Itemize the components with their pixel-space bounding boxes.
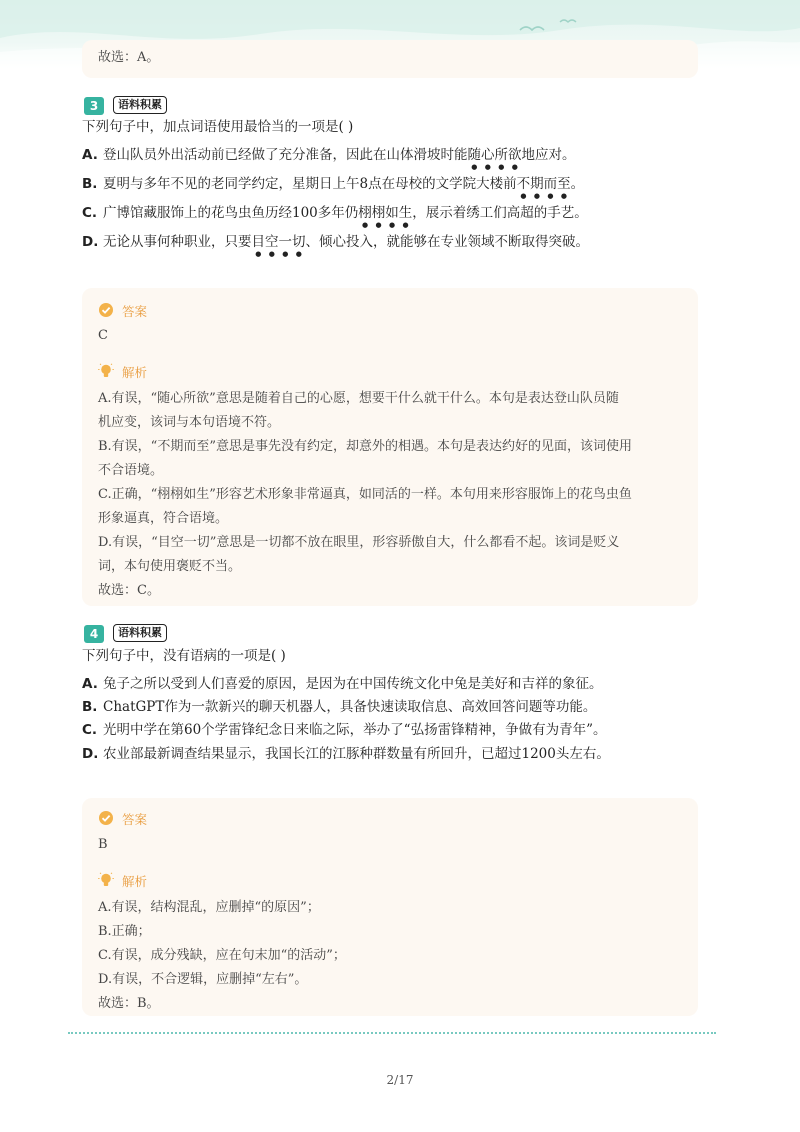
lightbulb-icon — [98, 872, 114, 888]
check-badge-icon — [98, 302, 114, 318]
option-c[interactable]: C. 光明中学在第60个学雷锋纪念日来临之际，举办了“弘扬雷锋精神，争做有为青年”。 — [82, 722, 607, 738]
option-b[interactable]: B. ChatGPT作为一款新兴的聊天机器人，具备快速读取信息、高效回答问题等功能。 — [82, 699, 597, 715]
option-label: B. — [82, 699, 98, 715]
option-label: C. — [82, 205, 98, 221]
analysis-conclusion: 故选：C。 — [98, 583, 160, 598]
option-label: D. — [82, 746, 99, 762]
analysis-line: D.有误，“目空一切”意思是一切都不放在眼里，形容骄傲自大，什么都看不起。该词是贬义 — [98, 535, 620, 550]
analysis-line: 形象逼真，符合语境。 — [98, 511, 229, 526]
option-a[interactable]: A. 兔子之所以受到人们喜爱的原因，是因为在中国传统文化中兔是美好和吉祥的象征。 — [82, 676, 603, 692]
option-d[interactable]: D. 无论从事何种职业，只要目空一切、倾心投入，就能够在专业领域不断取得突破。 — [82, 234, 589, 250]
analysis-line: 机应变，该词与本句语境不符。 — [98, 415, 281, 430]
option-label: A. — [82, 676, 98, 692]
page-number: 2/17 — [386, 1073, 414, 1087]
analysis-heading: 解析 — [122, 874, 148, 889]
question-number: 3 — [84, 97, 104, 115]
question-tag: 语料积累 — [113, 96, 167, 114]
analysis-line: B.正确； — [98, 924, 151, 939]
dotted-term: 目空一切 — [251, 234, 306, 250]
dotted-term: 栩栩如生 — [358, 205, 413, 221]
dotted-term: 随心所欲 — [467, 147, 522, 163]
analysis-line: 词，本句使用褒贬不当。 — [98, 559, 242, 574]
analysis-line: B.有误，“不期而至”意思是事先没有约定，却意外的相遇。本句是表达约好的见面，该词使用 — [98, 439, 632, 454]
analysis-line: A.有误，结构混乱，应删掉“的原因”； — [98, 900, 320, 915]
footer-divider — [68, 1032, 716, 1034]
answer-heading: 答案 — [122, 812, 148, 827]
analysis-line: C.正确，“栩栩如生”形容艺术形象非常逼真，如同活的一样。本句用来形容服饰上的花鸟虫鱼 — [98, 487, 632, 502]
dotted-term: 不期而至 — [516, 176, 571, 192]
analysis-conclusion: 故选：B。 — [98, 996, 160, 1011]
answer-value: B — [98, 837, 108, 852]
option-label: B. — [82, 176, 98, 192]
analysis-line: D.有误，不合逻辑，应删掉“左右”。 — [98, 972, 308, 987]
option-c[interactable]: C. 广博馆藏服饰上的花鸟虫鱼历经100多年仍栩栩如生，展示着绣工们高超的手艺。 — [82, 205, 588, 221]
question-stem: 下列句子中，没有语病的一项是( ) — [82, 648, 286, 664]
lightbulb-icon — [98, 363, 114, 379]
analysis-heading: 解析 — [122, 365, 148, 380]
answer-panel-previous — [82, 40, 698, 78]
option-d[interactable]: D. 农业部最新调查结果显示，我国长江的江豚种群数量有所回升，已超过1200头左右。 — [82, 746, 610, 762]
option-label: D. — [82, 234, 99, 250]
answer-panel — [82, 798, 698, 1016]
answer-panel — [82, 288, 698, 606]
question-stem: 下列句子中，加点词语使用最恰当的一项是( ) — [82, 119, 354, 135]
answer-value: C — [98, 328, 108, 343]
question-number: 4 — [84, 625, 104, 643]
analysis-line: 不合语境。 — [98, 463, 164, 478]
answer-conclusion: 故选：A。 — [98, 50, 160, 65]
analysis-line: A.有误，“随心所欲”意思是随着自己的心愿，想要干什么就干什么。本句是表达登山队员随 — [98, 391, 619, 406]
option-a[interactable]: A. 登山队员外出活动前已经做了充分准备，因此在山体滑坡时能随心所欲地应对。 — [82, 147, 576, 163]
check-badge-icon — [98, 810, 114, 826]
answer-heading: 答案 — [122, 304, 148, 319]
option-label: A. — [82, 147, 98, 163]
question-tag: 语料积累 — [113, 624, 167, 642]
option-b[interactable]: B. 夏明与多年不见的老同学约定，星期日上午8点在母校的文学院大楼前不期而至。 — [82, 176, 585, 192]
analysis-line: C.有误，成分残缺，应在句末加“的活动”； — [98, 948, 346, 963]
option-label: C. — [82, 722, 98, 738]
